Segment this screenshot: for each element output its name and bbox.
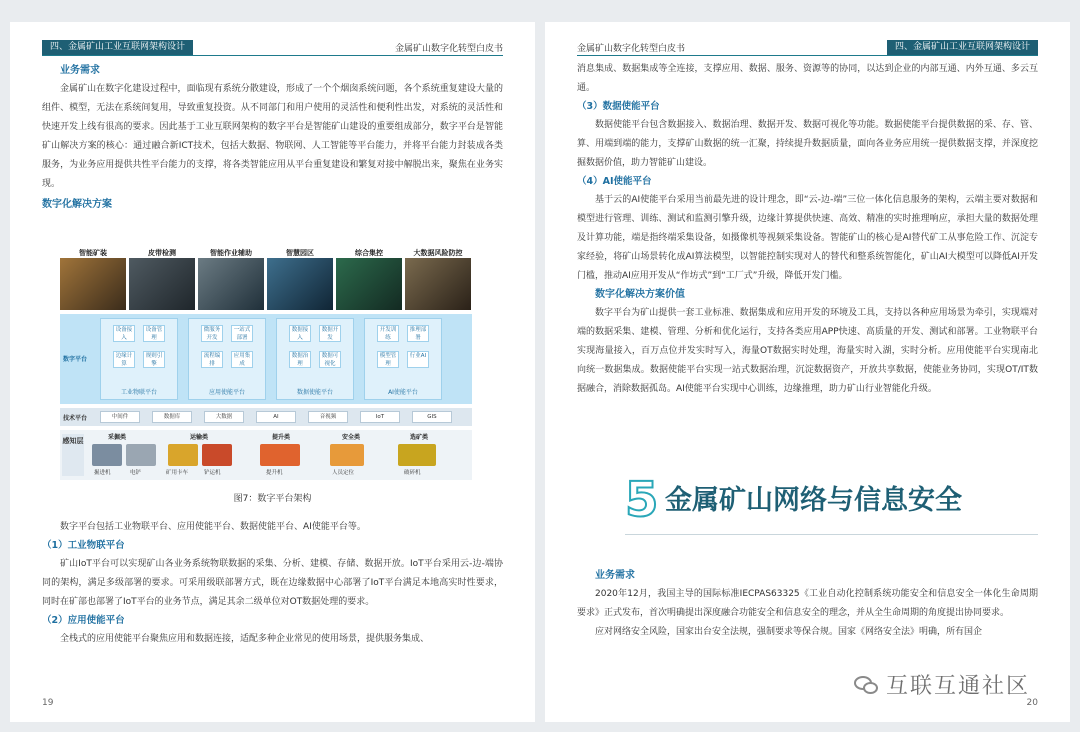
device-icon <box>398 444 436 466</box>
tech-chip: 数据库 <box>152 411 192 423</box>
scenario-image <box>336 248 402 310</box>
security-section <box>577 567 1038 642</box>
device-icon <box>202 444 232 466</box>
subsection-heading: （4）AI使能平台 <box>577 176 652 187</box>
device-icon <box>168 444 198 466</box>
device-group-title: 选矿类 <box>410 434 429 441</box>
chapter-number: 5 <box>625 472 659 528</box>
page-header <box>577 40 1038 56</box>
device-group-title: 提升类 <box>272 434 291 441</box>
mining-photo <box>267 258 333 310</box>
image-label: 智能作业辅助 <box>210 249 252 257</box>
image-label: 智慧园区 <box>286 249 314 257</box>
device-label: 电铲 <box>130 470 142 476</box>
section-heading: 数字化解决方案 <box>42 199 112 210</box>
right-page <box>545 22 1070 722</box>
device-label: 铲运机 <box>204 470 221 476</box>
device-icon <box>126 444 156 466</box>
layer-label: 感知层 <box>62 434 84 476</box>
device-label: 提升机 <box>266 470 283 476</box>
page-header <box>42 40 503 56</box>
business-section <box>42 62 503 214</box>
paragraph: 数字平台为矿山提供一套工业标准、数据集成和应用开发的环境及工具，支持以各种应用场景为牵引，实现端对端的数据采集、建模、管理、分析和优化运行，支持各类应用APP快速、高质量的开发、测试和部署。工业物联平台实现海量接入，百万点位并发实时写入，海量OT数据实时处理，海量实时入湖，实时分析。应用使能平台实现南北向统一数据集成。数据使能平台实现一站式数据治理，沉淀数据资产，开放共享数据，使能业务协同，实现OT/IT数据融合，消除数据孤岛。AI使能平台实现中心训练，边缘推理，助力矿山行业智能化升级。 <box>577 308 1038 394</box>
platform-block <box>364 318 442 400</box>
left-page <box>10 22 535 722</box>
tech-chip: 音视频 <box>308 411 348 423</box>
platform-block <box>188 318 266 400</box>
paragraph: 金属矿山在数字化建设过程中，面临现有系统分散建设，形成了一个个烟囱系统问题，各个系统重复建设大量的组件、模型，无法在系统间复用，导致重复投资。从不同部门和用户使用的灵活性和便利性出发，对系统的灵活性和快速开发上线有很高的要求。因此基于工业互联网架构的数字平台是智能矿山建设的重要组成部分，数字平台是智能矿山解决方案的核心：通过融合新ICT技术，包括大数据、物联网、人工智能等平台能力，并将平台能力封装成各类服务，为业务应用提供共性平台能力的支撑，将各类智能应用从平台重复建设和繁复对接中解脱出来，聚焦在业务实现。 <box>42 84 503 189</box>
platform-block-title: AI使能平台 <box>388 389 418 396</box>
scenario-images <box>60 248 472 310</box>
platform-chip: 数据接入 <box>289 325 311 342</box>
platform-chip: 规则引擎 <box>143 351 165 368</box>
platform-block <box>276 318 354 400</box>
paragraph: 2020年12月，我国主导的国际标准IECPAS63325《工业自动化控制系统功能安全和信息安全一体化生命周期要求》正式发布，首次明确提出深度融合功能安全和信息安全的理念，并从全生命周期的角度提出协同要求。 <box>577 589 1038 618</box>
device-label: 破碎机 <box>404 470 421 476</box>
platform-section-cont <box>577 60 1038 399</box>
platform-chip: 流程编排 <box>201 351 223 368</box>
platform-chip: 边缘计算 <box>113 351 135 368</box>
paragraph: 矿山IoT平台可以实现矿山各业务系统物联数据的采集、分析、建模、存储、数据开放。IoT平台采用云-边-端协同的架构，满足多级部署的要求。可采用级联部署方式，既在边缘数据中心部署了IoT平台满足本地高实时性要求，同时在矿部也部署了IoT平台的业务节点，满足其余二级单位对OT数据处理的要求。 <box>42 559 503 607</box>
platform-chip: 应用集成 <box>231 351 253 368</box>
device-group-title: 采掘类 <box>108 434 127 441</box>
device-label: 矿用卡车 <box>166 470 189 476</box>
device-label: 掘进机 <box>94 470 111 476</box>
scenario-image <box>129 248 195 310</box>
mining-photo <box>129 258 195 310</box>
platform-chip: 模型管理 <box>377 351 399 368</box>
platform-chip: 开发训练 <box>377 325 399 342</box>
platform-block-title: 工业物联平台 <box>120 389 157 396</box>
platform-block-title: 数据使能平台 <box>296 389 333 396</box>
device-group-title: 安全类 <box>342 434 361 441</box>
page-number: 20 <box>1026 698 1038 708</box>
scenario-image <box>198 248 264 310</box>
figure-caption: 图7：数字平台架构 <box>233 494 312 504</box>
mining-photo <box>60 258 126 310</box>
platform-chip: 微服务开发 <box>201 325 223 342</box>
platform-chip: 行业AI <box>407 351 429 368</box>
mining-photo <box>198 258 264 310</box>
platform-chip: 数据治理 <box>289 351 311 368</box>
subsection-heading: （3）数据使能平台 <box>577 101 660 112</box>
tech-chip: AI <box>256 411 296 423</box>
platform-block-title: 应用使能平台 <box>208 389 245 396</box>
chapter-title: 金属矿山网络与信息安全 <box>665 485 962 516</box>
device-icon <box>92 444 122 466</box>
image-label: 综合集控 <box>355 249 383 257</box>
sensing-layer <box>60 430 472 480</box>
platform-chip: 数据可视化 <box>319 351 341 368</box>
image-label: 皮带检测 <box>148 249 176 257</box>
tech-chip: 大数据 <box>204 411 244 423</box>
platform-chip: 设备接入 <box>113 325 135 342</box>
subsection-heading: （1）工业物联平台 <box>42 540 125 551</box>
watermark <box>854 669 1030 700</box>
device-icon <box>260 444 300 466</box>
section-heading: 数字化解决方案价值 <box>595 289 685 300</box>
image-label: 智能矿装 <box>79 249 107 257</box>
device-icon <box>330 444 364 466</box>
scenario-image <box>405 248 471 310</box>
paragraph: 消息集成、数据集成等全连接，支撑应用、数据、服务、资源等的协同，以达到企业的内部互通、内外互通、多云互通。 <box>577 64 1038 93</box>
subsection-heading: （2）应用使能平台 <box>42 615 125 626</box>
paragraph: 基于云的AI使能平台采用当前最先进的设计理念，即“云-边-端”三位一体化信息服务的架构，云端主要对数据和模型进行管理、训练、测试和监测引擎升级，边缘计算提供快速、高效、精准的实时推理响应，承担大量的数据处理及计算功能，端是指终端采集设备，如摄像机等视频采集设备。智能矿山的核心是AI替代矿工从事危险工作、沉淀专家经验，将矿山场景转化成AI算法模型，以智能控制实现对人的替代和整系统智能化，矿山AI大模型可以降低AI开发门槛，推动AI应用开发从“作坊式”到“工厂式”升级，降低开发门槛。 <box>577 195 1038 281</box>
scenario-image <box>267 248 333 310</box>
device-group-title: 运输类 <box>190 434 209 441</box>
platform-chip: 设备管理 <box>143 325 165 342</box>
paragraph: 全栈式的应用使能平台聚焦应用和数据连接，适配多种企业常见的使用场景，提供服务集成、 <box>60 634 430 644</box>
chapter-tab: 四、金属矿山工业互联网架构设计 <box>887 40 1038 55</box>
mining-photo <box>405 258 471 310</box>
document-title: 金属矿山数字化转型白皮书 <box>577 44 686 54</box>
scenario-image <box>60 248 126 310</box>
image-label: 大数据风险防控 <box>413 249 463 257</box>
mining-photo <box>336 258 402 310</box>
chapter-tab: 四、金属矿山工业互联网架构设计 <box>42 40 193 55</box>
platform-block <box>100 318 178 400</box>
tech-chip: 中间件 <box>100 411 140 423</box>
digital-platform-layer <box>60 314 472 404</box>
paragraph: 应对网络安全风险，国家出台安全法规，强制要求等保合规。国家《网络安全法》明确，所有国企 <box>595 627 983 637</box>
tech-chip: GIS <box>412 411 452 423</box>
layer-label: 数字平台 <box>63 356 88 363</box>
document-title: 金属矿山数字化转型白皮书 <box>394 44 503 54</box>
tech-chip: IoT <box>360 411 400 423</box>
section-heading: 业务需求 <box>60 65 100 76</box>
platform-chip: 一站式部署 <box>231 325 253 342</box>
platform-chip: 推理部署 <box>407 325 429 342</box>
divider <box>625 534 1038 535</box>
device-label: 人员定位 <box>332 470 355 476</box>
platform-section <box>42 518 503 649</box>
architecture-figure <box>60 248 472 480</box>
tech-platform-layer <box>60 408 472 426</box>
page-number: 19 <box>42 698 54 708</box>
platform-chip: 数据开发 <box>319 325 341 342</box>
paragraph: 数据使能平台包含数据接入、数据治理、数据开发、数据可视化等功能。数据使能平台提供数据的采、存、管、算、用端到端的能力，支撑矿山数据的统一汇聚，持续提升数据质量，面向各业务应用统一提供数据支撑，并深度挖掘数据价值，助力智能矿山建设。 <box>577 120 1038 168</box>
paragraph: 数字平台包括工业物联平台、应用使能平台、数据使能平台、AI使能平台等。 <box>60 522 366 532</box>
wechat-icon <box>854 674 880 696</box>
watermark-text: 互联互通社区 <box>885 674 1030 699</box>
layer-label: 技术平台 <box>63 415 88 422</box>
section-heading: 业务需求 <box>595 570 635 581</box>
